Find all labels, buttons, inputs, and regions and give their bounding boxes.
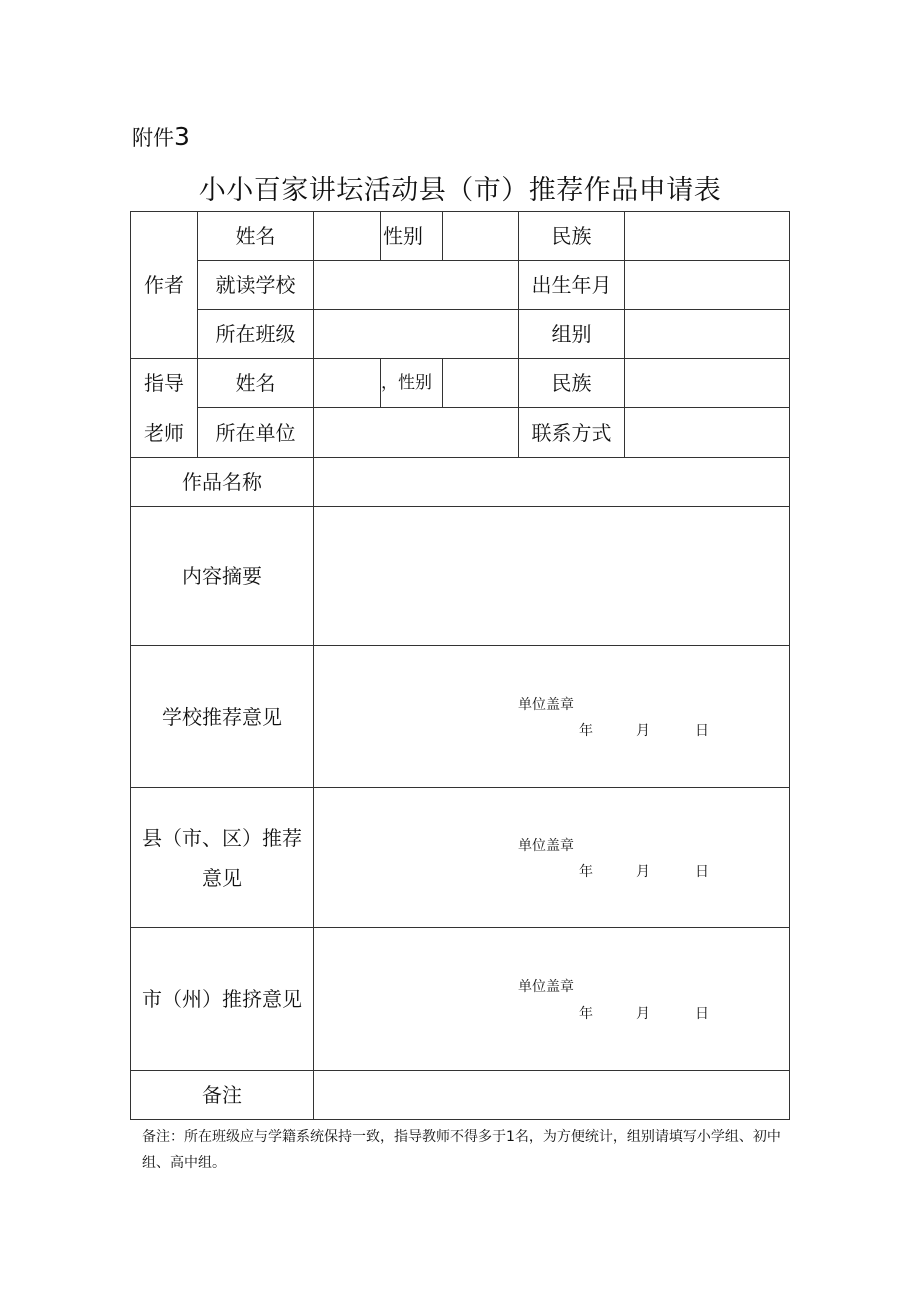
city-year-text: 年	[579, 1006, 593, 1022]
col-border	[380, 211, 381, 260]
author-section-label: 作者	[144, 273, 184, 297]
school-opinion-label: 学校推荐意见	[162, 704, 282, 729]
teacher-section-label-2: 老师	[144, 420, 184, 445]
city-opinion-label: 市（州）推挤意见	[142, 987, 302, 1011]
summary-label: 内容摘要	[182, 564, 262, 588]
teacher-name-label: 姓名	[235, 371, 276, 395]
author-birth-field[interactable]	[625, 261, 789, 309]
city-opinion-field[interactable]	[314, 928, 789, 1070]
author-name-label: 姓名	[235, 224, 276, 248]
county-opinion-label-line1: 县（市、区）推荐	[142, 825, 302, 850]
row-border	[130, 1119, 790, 1120]
author-ethnicity-field[interactable]	[625, 212, 789, 260]
school-stamp-text: 单位盖章	[518, 697, 574, 713]
attachment-text: 附件	[132, 126, 174, 150]
author-school-label: 就读学校	[215, 273, 296, 297]
school-year-text: 年	[579, 723, 593, 739]
author-group-field[interactable]	[625, 310, 789, 358]
school-opinion-field[interactable]	[314, 646, 789, 787]
county-stamp-text: 单位盖章	[518, 838, 574, 854]
remarks-label: 备注	[202, 1083, 242, 1107]
teacher-name-field[interactable]	[314, 359, 380, 407]
author-group-label: 组别	[551, 322, 592, 346]
city-stamp-text: 单位盖章	[518, 979, 574, 995]
school-month-text: 月	[636, 723, 650, 739]
teacher-unit-label: 所在单位	[215, 420, 296, 445]
teacher-gender-field[interactable]	[443, 359, 518, 407]
school-day-text: 日	[695, 723, 709, 739]
teacher-unit-field[interactable]	[314, 408, 518, 457]
county-opinion-label-line2: 意见	[202, 865, 242, 890]
remarks-field[interactable]	[314, 1071, 789, 1119]
county-day-text: 日	[695, 864, 709, 880]
author-gender-field[interactable]	[443, 212, 518, 260]
summary-field[interactable]	[314, 507, 789, 645]
footnote: 备注：所在班级应与学籍系统保持一致，指导教师不得多于1名，为方便统计，组别请填写小学组、初中组、高中组。	[142, 1129, 781, 1171]
city-day-text: 日	[695, 1006, 709, 1022]
author-class-label: 所在班级	[215, 322, 296, 346]
teacher-gender-label: ，性别	[381, 372, 432, 393]
col-border	[789, 211, 790, 1120]
teacher-contact-field[interactable]	[625, 408, 789, 457]
teacher-section-label-1: 指导	[144, 371, 184, 395]
author-gender-label: 性别	[383, 224, 423, 248]
author-birth-label: 出生年月	[531, 273, 612, 297]
county-opinion-label	[131, 788, 313, 927]
teacher-ethnicity-field[interactable]	[625, 359, 789, 407]
author-name-field[interactable]	[314, 212, 380, 260]
page-title: 小小百家讲坛活动县（市）推荐作品申请表	[198, 175, 722, 206]
author-ethnicity-label: 民族	[551, 224, 592, 248]
city-month-text: 月	[636, 1006, 650, 1022]
county-month-text: 月	[636, 864, 650, 880]
teacher-ethnicity-label: 民族	[551, 371, 592, 395]
county-year-text: 年	[579, 864, 593, 880]
teacher-contact-label: 联系方式	[531, 420, 612, 445]
work-title-label: 作品名称	[182, 470, 262, 494]
author-school-field[interactable]	[314, 261, 518, 309]
county-opinion-field[interactable]	[314, 788, 789, 927]
attachment-number: 3	[174, 122, 190, 151]
work-title-field[interactable]	[314, 458, 789, 506]
author-class-field[interactable]	[314, 310, 518, 358]
